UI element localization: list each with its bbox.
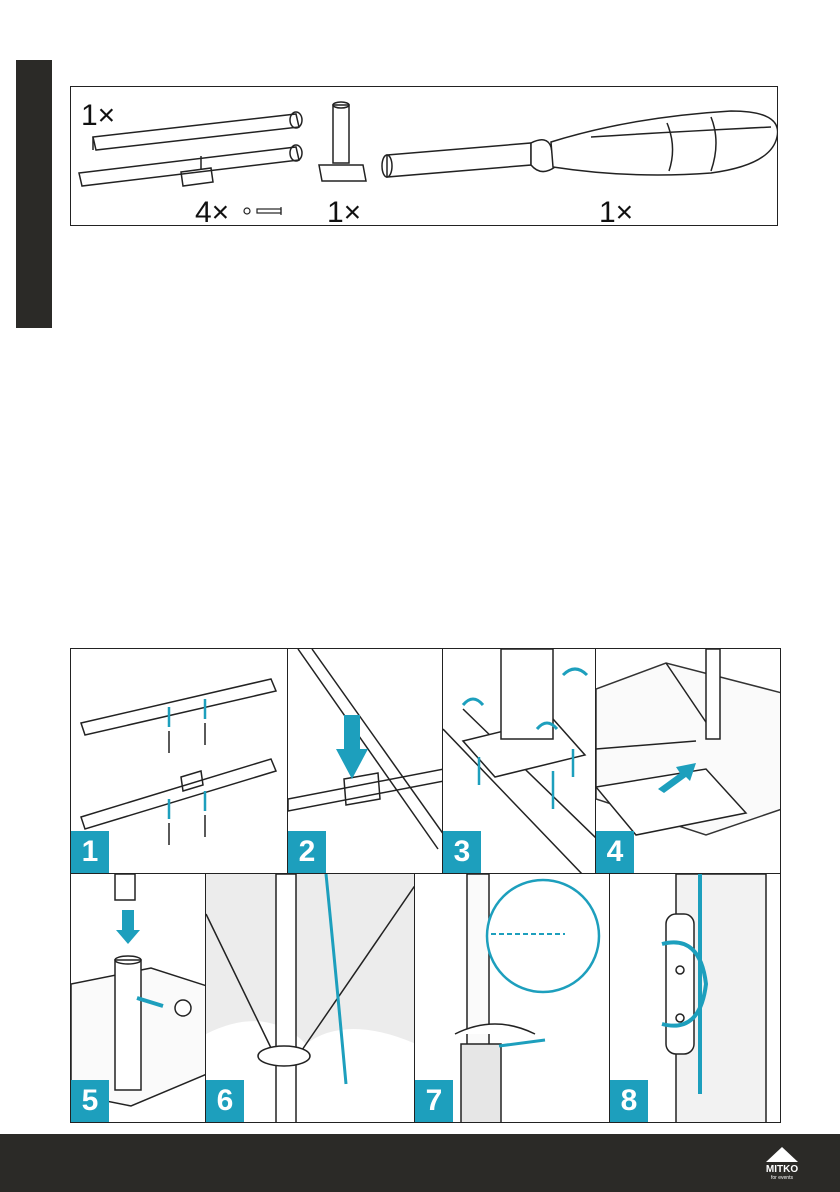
logo-name: MITKO	[765, 1164, 799, 1175]
step-number-3: 3	[443, 831, 481, 873]
umbrella-illustration	[382, 111, 777, 177]
step-panel-7	[414, 873, 610, 1123]
qty-base-rails: 1×	[81, 99, 116, 132]
parts-illustration	[71, 87, 777, 225]
step-panel-8	[609, 873, 781, 1123]
step-number-1: 1	[71, 831, 109, 873]
step-panel-2	[287, 648, 443, 874]
footer-bar	[0, 1134, 840, 1192]
mitko-logo	[762, 1144, 802, 1184]
step-panel-3	[442, 648, 596, 874]
logo-tagline: for events	[771, 1175, 793, 1181]
step-number-8: 8	[610, 1080, 648, 1122]
pole-socket-illustration	[319, 102, 366, 181]
step-number-5: 5	[71, 1080, 109, 1122]
step-number-7: 7	[415, 1080, 453, 1122]
qty-umbrella: 1×	[599, 196, 634, 229]
step-panel-5	[70, 873, 206, 1123]
bolts-illustration	[244, 207, 281, 215]
parts-overview	[70, 86, 778, 229]
step-number-4: 4	[596, 831, 634, 873]
qty-bolts: 4×	[195, 196, 230, 229]
step-panel-1	[70, 648, 288, 874]
step-number-6: 6	[206, 1080, 244, 1122]
tent-icon	[762, 1144, 802, 1164]
qty-pole-socket: 1×	[327, 196, 362, 229]
section-tab	[16, 60, 52, 328]
step-panel-6	[205, 873, 415, 1123]
step-number-2: 2	[288, 831, 326, 873]
step-panel-4	[595, 648, 781, 874]
